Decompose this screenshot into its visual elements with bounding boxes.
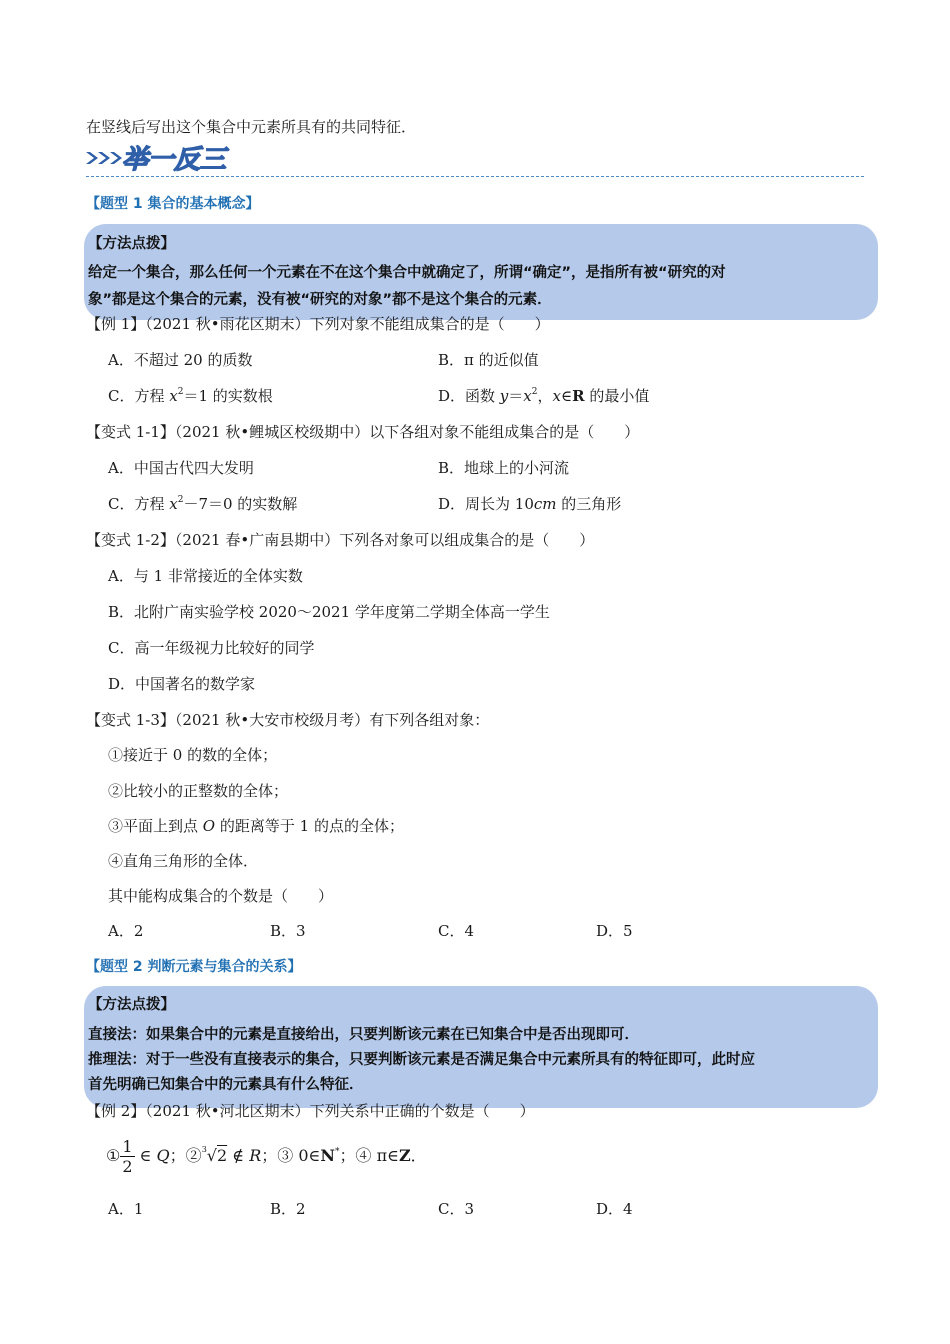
v12-option-a: A．与 1 非常接近的全体实数 bbox=[108, 567, 303, 585]
v13-item-1: ①接近于 0 的数的全体； bbox=[108, 746, 278, 764]
ex1-option-d: D．函数 $y=x^2$，x∈R 的最小值 bbox=[438, 387, 650, 405]
method-text-line3: 首先明确已知集合中的元素具有什么特征． bbox=[88, 1077, 364, 1093]
ex2-option-d: D．4 bbox=[596, 1200, 633, 1218]
variant-1-3-stem: 【变式 1-3】（2021 秋•大安市校级月考）有下列各组对象： bbox=[86, 711, 490, 729]
banner-logo bbox=[86, 140, 236, 176]
variant-1-2-stem: 【变式 1-2】（2021 春•广南县期中）下列各对象可以组成集合的是（ ） bbox=[86, 531, 595, 549]
ex1-option-c: C．方程 $x^2=1$ 的实数根 bbox=[108, 387, 273, 405]
v12-option-c: C．高一年级视力比较好的同学 bbox=[108, 639, 315, 657]
v13-question: 其中能构成集合的个数是（ ） bbox=[108, 887, 334, 905]
v13-item-2: ②比较小的正整数的全体； bbox=[108, 782, 289, 800]
intro-text: 在竖线后写出这个集合中元素所具有的共同特征． bbox=[86, 118, 417, 136]
v13-option-b: B．3 bbox=[270, 922, 306, 940]
method-box-2 bbox=[84, 986, 878, 1108]
method-text-line1: 给定一个集合，那么任何一个元素在不在这个集合中就确定了，所谓“确定”，是指所有被“研究的对 bbox=[88, 265, 726, 281]
v11-option-d: D．周长为 10cm 的三角形 bbox=[438, 495, 622, 513]
section-2-title: 【题型 2 判断元素与集合的关系】 bbox=[86, 959, 302, 975]
banner-title: 举一反三 bbox=[122, 145, 227, 175]
method-text-line2: 推理法：对于一些没有直接表示的集合，只要判断该元素是否满足集合中元素所具有的特征即可，此时应 bbox=[88, 1052, 755, 1068]
v13-item-3: ③平面上到点 O 的距离等于 1 的点的全体； bbox=[108, 817, 404, 835]
v13-option-c: C．4 bbox=[438, 922, 475, 940]
example-2-stem: 【例 2】（2021 秋•河北区期末）下列关系中正确的个数是（ ） bbox=[86, 1102, 535, 1120]
v13-item-4: ④直角三角形的全体． bbox=[108, 852, 259, 870]
v13-option-d: D．5 bbox=[596, 922, 633, 940]
v11-option-c: C．方程 $x^2-7=0$ 的实数解 bbox=[108, 495, 298, 513]
ex2-option-a: A．1 bbox=[108, 1200, 144, 1218]
ex2-relations: ① $\frac{1}{2}$ ∈ Q；②$^3$√2 ∉ R；③ 0∈N*；④ π∈Z． bbox=[106, 1137, 427, 1176]
v12-option-b: B．北附广南实验学校 2020～2021 学年度第二学期全体高一学生 bbox=[108, 603, 550, 621]
method-box-1 bbox=[84, 224, 878, 320]
v13-option-a: A．2 bbox=[108, 922, 144, 940]
ex1-option-b: B．π 的近似值 bbox=[438, 351, 539, 369]
method-title: 【方法点拨】 bbox=[88, 236, 175, 252]
variant-1-1-stem: 【变式 1-1】（2021 秋•鲤城区校级期中）以下各组对象不能组成集合的是（ ） bbox=[86, 423, 640, 441]
example-1-stem: 【例 1】（2021 秋•雨花区期末）下列对象不能组成集合的是（ ） bbox=[86, 315, 550, 333]
method-text-line1: 直接法：如果集合中的元素是直接给出，只要判断该元素在已知集合中是否出现即可． bbox=[88, 1027, 639, 1043]
method-title: 【方法点拨】 bbox=[88, 997, 175, 1013]
section-1-title: 【题型 1 集合的基本概念】 bbox=[86, 196, 260, 212]
v11-option-a: A．中国古代四大发明 bbox=[108, 459, 254, 477]
ex2-option-c: C．3 bbox=[438, 1200, 475, 1218]
v12-option-d: D．中国著名的数学家 bbox=[108, 675, 256, 693]
ex1-option-a: A．不超过 20 的质数 bbox=[108, 351, 253, 369]
section-divider bbox=[86, 176, 864, 177]
ex2-option-b: B．2 bbox=[270, 1200, 306, 1218]
method-text-line2: 象”都是这个集合的元素，没有被“研究的对象”都不是这个集合的元素． bbox=[88, 292, 552, 308]
v11-option-b: B．地球上的小河流 bbox=[438, 459, 570, 477]
